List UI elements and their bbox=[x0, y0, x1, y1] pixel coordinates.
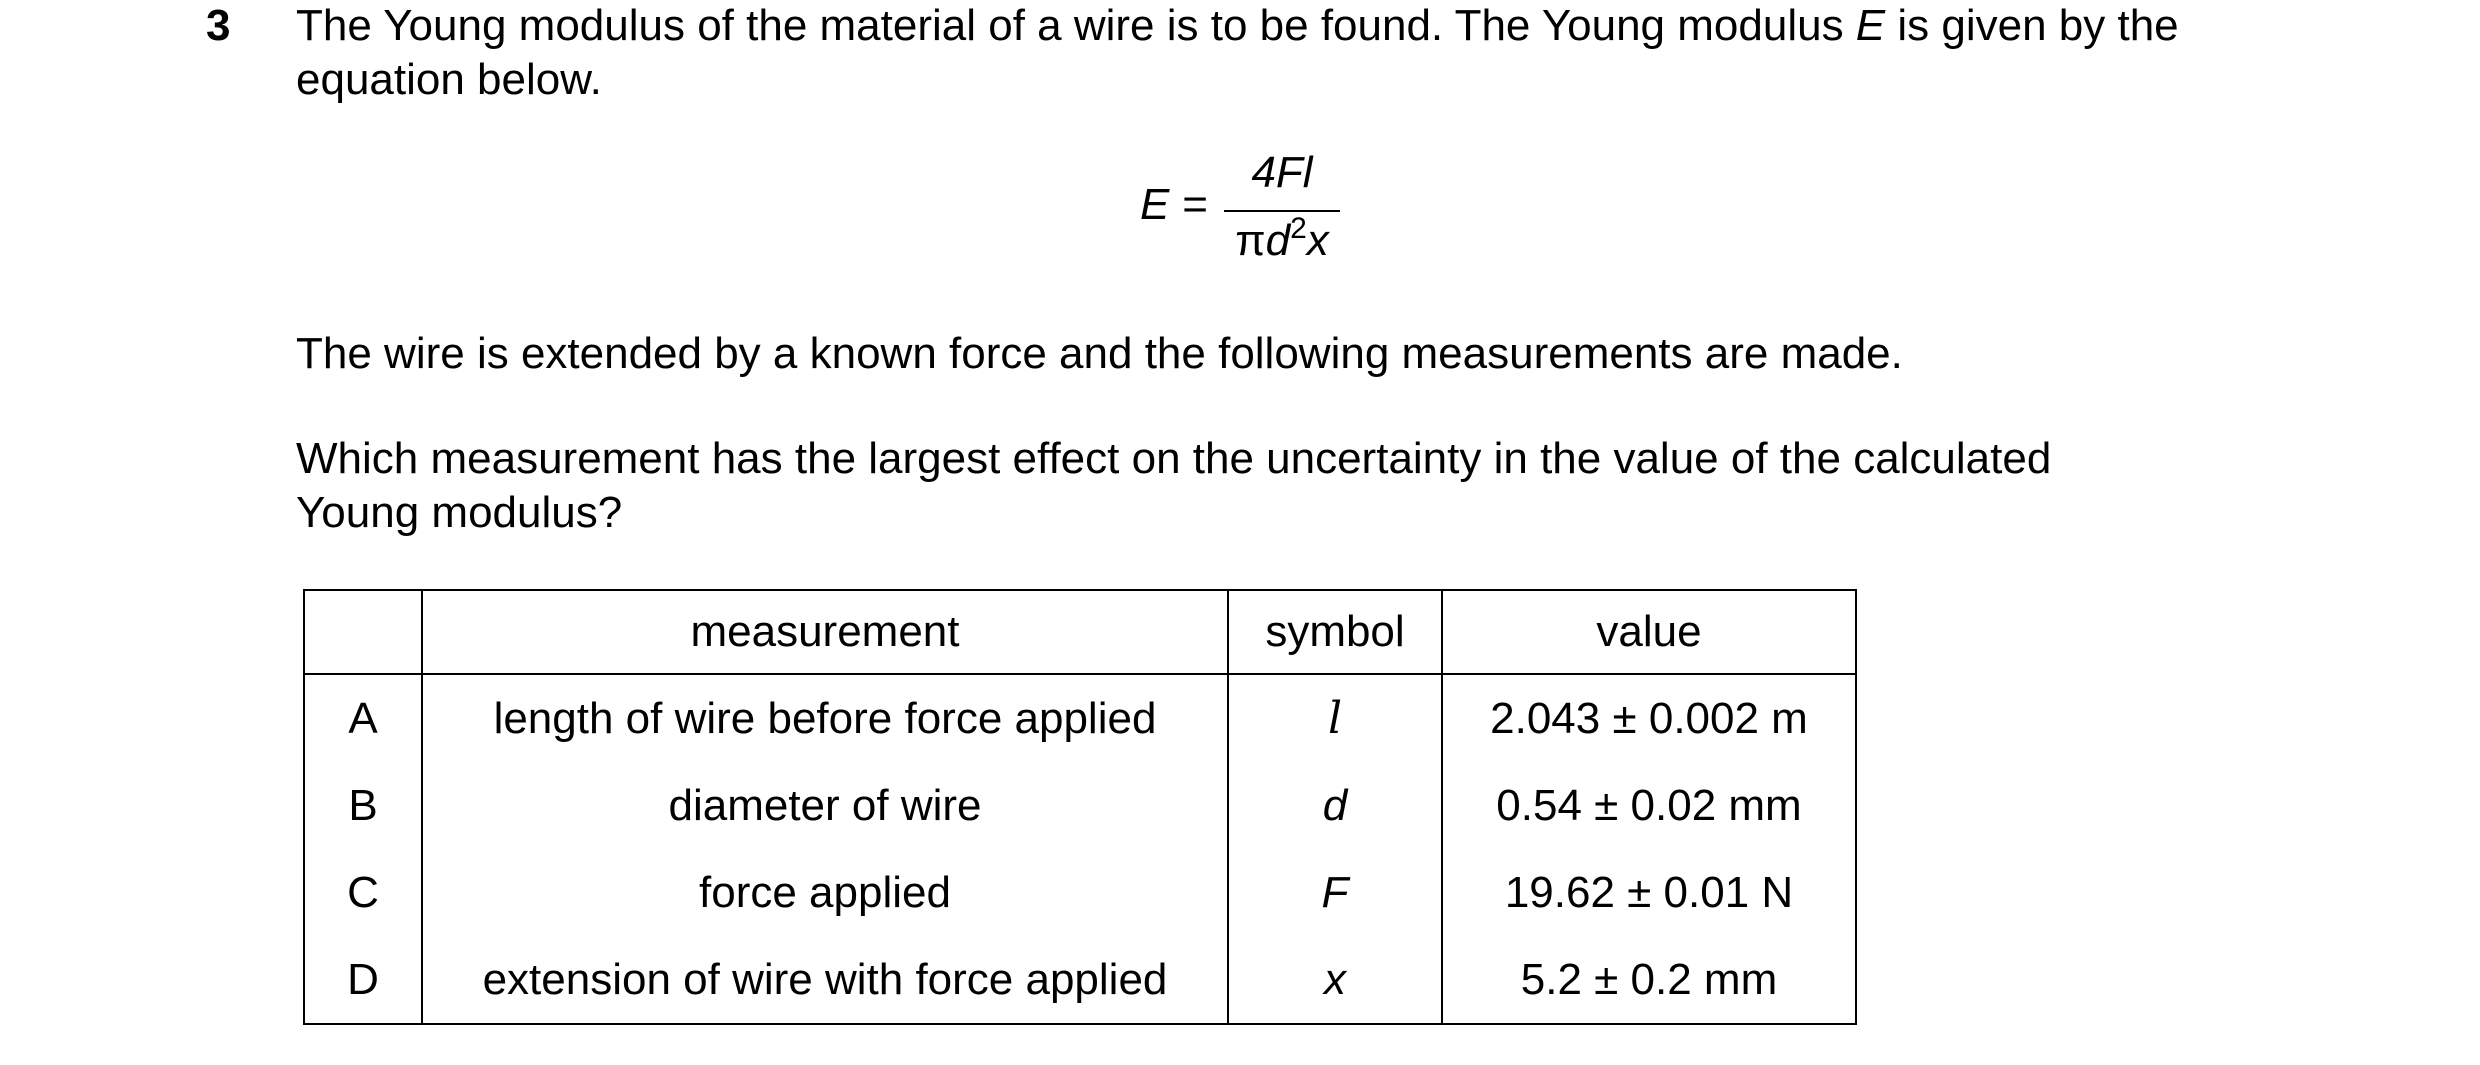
table-header-row bbox=[304, 590, 1856, 674]
diameter-symbol: d bbox=[1265, 216, 1291, 265]
pi-symbol: π bbox=[1235, 216, 1266, 265]
value-cell: 5.2 ± 0.2 mm bbox=[1442, 936, 1856, 1024]
value-cell: 0.54 ± 0.02 mm bbox=[1442, 762, 1856, 849]
value-cell: 19.62 ± 0.01 N bbox=[1442, 849, 1856, 936]
measurements-table bbox=[303, 589, 1857, 1025]
measurement-cell: force applied bbox=[422, 849, 1228, 936]
prompt-line2: Young modulus? bbox=[296, 488, 623, 537]
question-number: 3 bbox=[206, 1, 231, 50]
symbol-cell: F bbox=[1228, 849, 1442, 936]
option-label[interactable]: B bbox=[304, 762, 422, 849]
value-cell: 2.043 ± 0.002 m bbox=[1442, 674, 1856, 762]
table-row[interactable] bbox=[304, 936, 1856, 1024]
intro-text: The Young modulus of the material of a wire is to be found. The Young modulus bbox=[296, 1, 1856, 50]
table-row[interactable] bbox=[304, 849, 1856, 936]
option-label[interactable]: C bbox=[304, 849, 422, 936]
measurement-cell: length of wire before force applied bbox=[422, 674, 1228, 762]
fraction-bar bbox=[1224, 210, 1340, 212]
equation-lhs bbox=[1140, 180, 1207, 230]
measurement-statement: The wire is extended by a known force and the following measurements are made. bbox=[296, 329, 1903, 378]
equation-numerator: 4Fl bbox=[1251, 148, 1313, 197]
header-option bbox=[304, 590, 422, 674]
intro-symbol: E bbox=[1855, 1, 1886, 50]
table-row[interactable] bbox=[304, 674, 1856, 762]
option-label[interactable]: D bbox=[304, 936, 422, 1024]
measurement-cell: diameter of wire bbox=[422, 762, 1228, 849]
header-measurement: measurement bbox=[422, 590, 1228, 674]
symbol-cell: l bbox=[1228, 674, 1442, 762]
header-value: value bbox=[1442, 590, 1856, 674]
measurement-cell: extension of wire with force applied bbox=[422, 936, 1228, 1024]
question-intro bbox=[296, 0, 2179, 107]
header-symbol: symbol bbox=[1228, 590, 1442, 674]
equation-lhs-text: E = bbox=[1140, 180, 1208, 229]
prompt-line1: Which measurement has the largest effect on the uncertainty in the value of the calculated bbox=[296, 434, 2052, 483]
intro-text-line2: equation below. bbox=[296, 55, 602, 104]
symbol-cell: x bbox=[1228, 936, 1442, 1024]
symbol-cell: d bbox=[1228, 762, 1442, 849]
question-prompt bbox=[296, 432, 2051, 540]
extension-symbol: x bbox=[1306, 216, 1329, 265]
option-label[interactable]: A bbox=[304, 674, 422, 762]
exponent: 2 bbox=[1290, 212, 1307, 245]
equation-denominator bbox=[1224, 212, 1340, 266]
intro-text-after: is given by the bbox=[1885, 1, 2179, 50]
table-row[interactable] bbox=[304, 762, 1856, 849]
